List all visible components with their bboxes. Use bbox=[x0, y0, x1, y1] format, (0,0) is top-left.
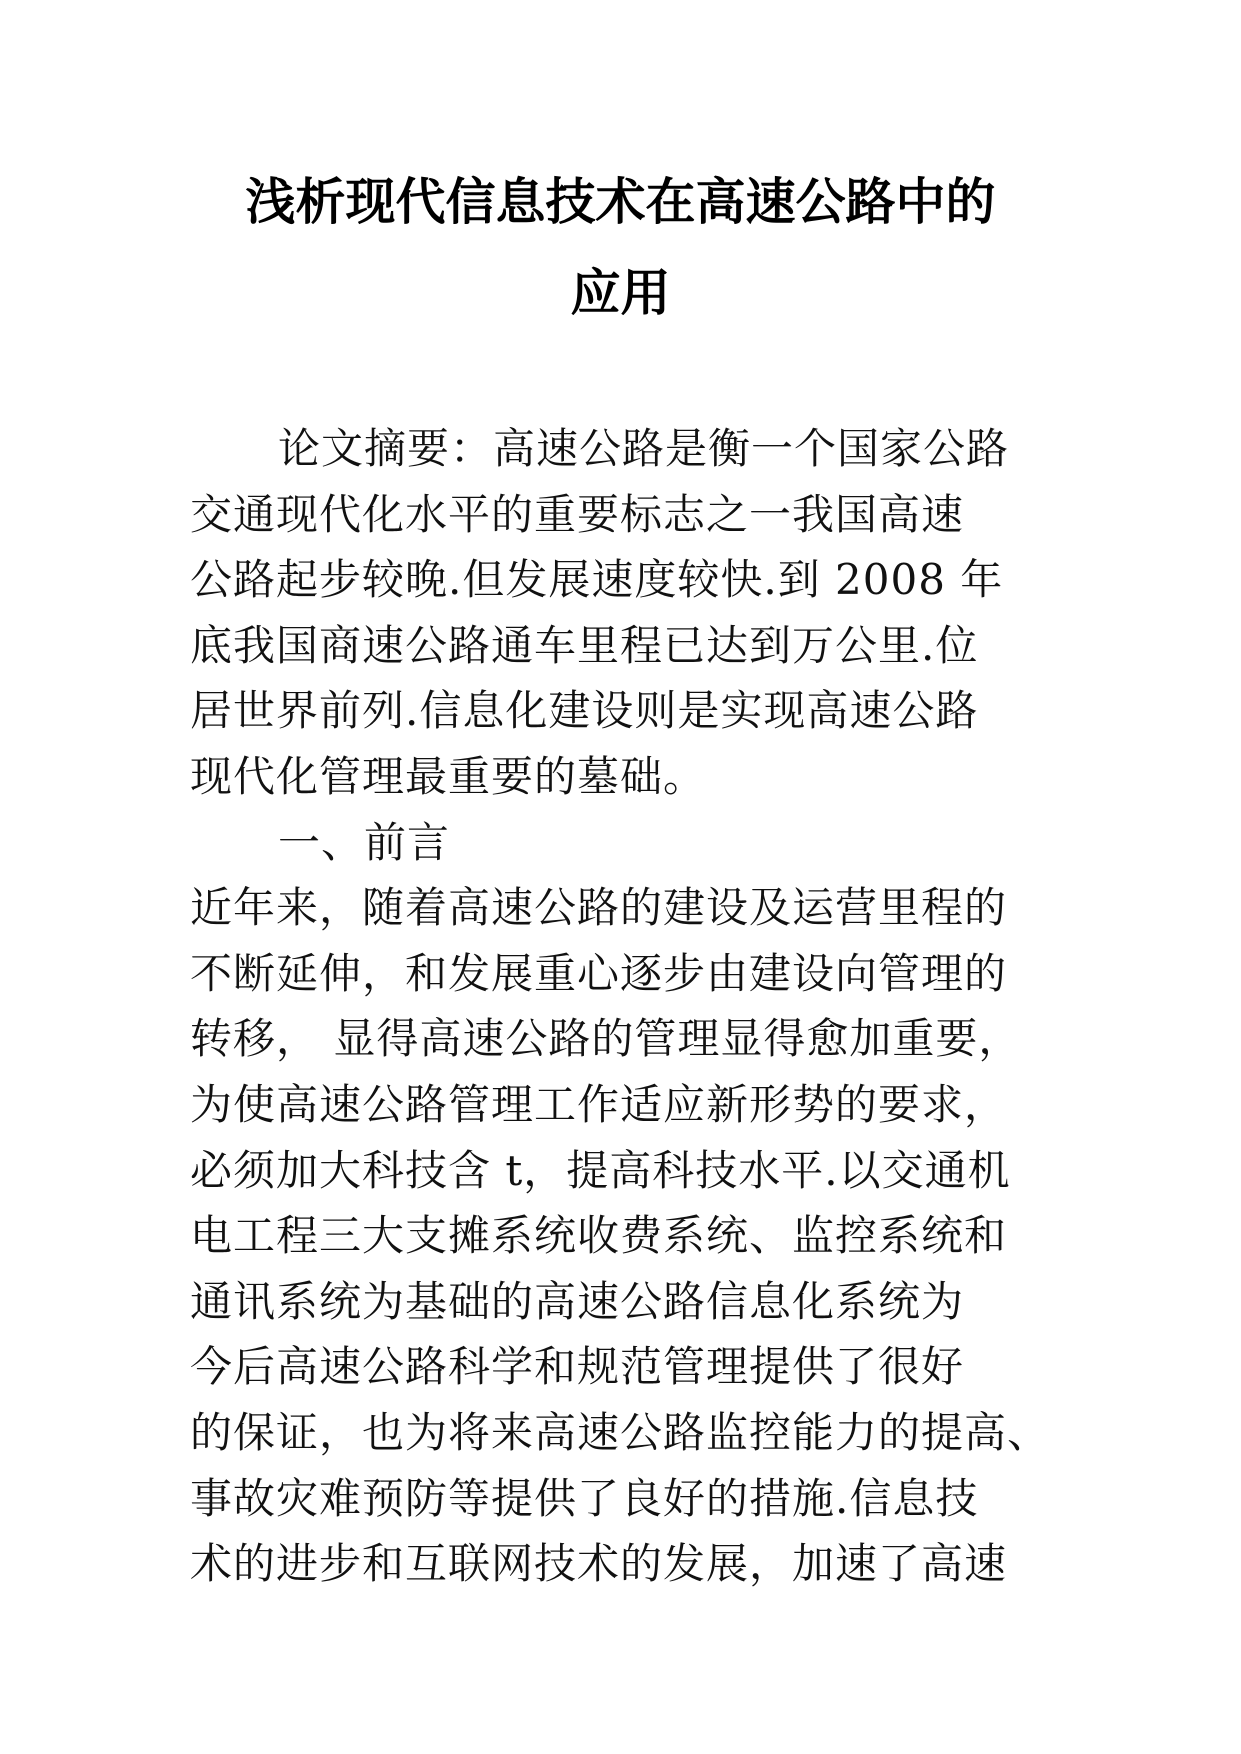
section-heading: 一、前言 bbox=[278, 817, 451, 867]
paragraph-line: 电工程三大支摊系统收费系统、监控系统和 bbox=[190, 1211, 1008, 1261]
abstract-line: 交通现代化水平的重要标志之一我国高速 bbox=[190, 489, 965, 539]
abstract-line: 居世界前列.信息化建设则是实现高速公路 bbox=[190, 686, 979, 736]
paragraph-line: 的保证，也为将来高速公路监控能力的提高、 bbox=[190, 1407, 1051, 1457]
paragraph-line: 必须加大科技含 t，提高科技水平.以交通机 bbox=[190, 1145, 1011, 1195]
paragraph-line: 通讯系统为基础的高速公路信息化系统为 bbox=[190, 1276, 965, 1326]
paragraph-line: 今后高速公路科学和规范管理提供了很好 bbox=[190, 1342, 965, 1392]
abstract-line: 底我国商速公路通车里程已达到万公里.位 bbox=[190, 620, 979, 670]
abstract-line: 现代化管理最重要的墓础。 bbox=[190, 751, 707, 801]
paragraph-line: 转移， 显得高速公路的管理显得愈加重要， bbox=[190, 1014, 1022, 1064]
abstract-line: 论文摘要：高速公路是衡一个国家公路 bbox=[278, 424, 1010, 473]
document-body bbox=[190, 416, 1070, 1597]
paragraph-line: 近年来，随着高速公路的建设及运营里程的 bbox=[190, 883, 1008, 933]
paragraph-line: 术的进步和互联网技术的发展，加速了高速 bbox=[190, 1539, 1008, 1589]
document-title-line-1: 浅析现代信息技术在高速公路中的 bbox=[245, 173, 996, 231]
abstract-line: 公路起步较晚.但发展速度较快.到 2008 年 bbox=[190, 555, 1004, 605]
paragraph-line: 为使高速公路管理工作适应新形势的要求， bbox=[190, 1079, 1008, 1129]
document-title-line-2: 应用 bbox=[570, 264, 671, 322]
paragraph-line: 事故灾难预防等提供了良好的措施.信息技 bbox=[190, 1473, 979, 1523]
paragraph-line: 不断延伸，和发展重心逐步由建设向管理的 bbox=[190, 948, 1008, 998]
